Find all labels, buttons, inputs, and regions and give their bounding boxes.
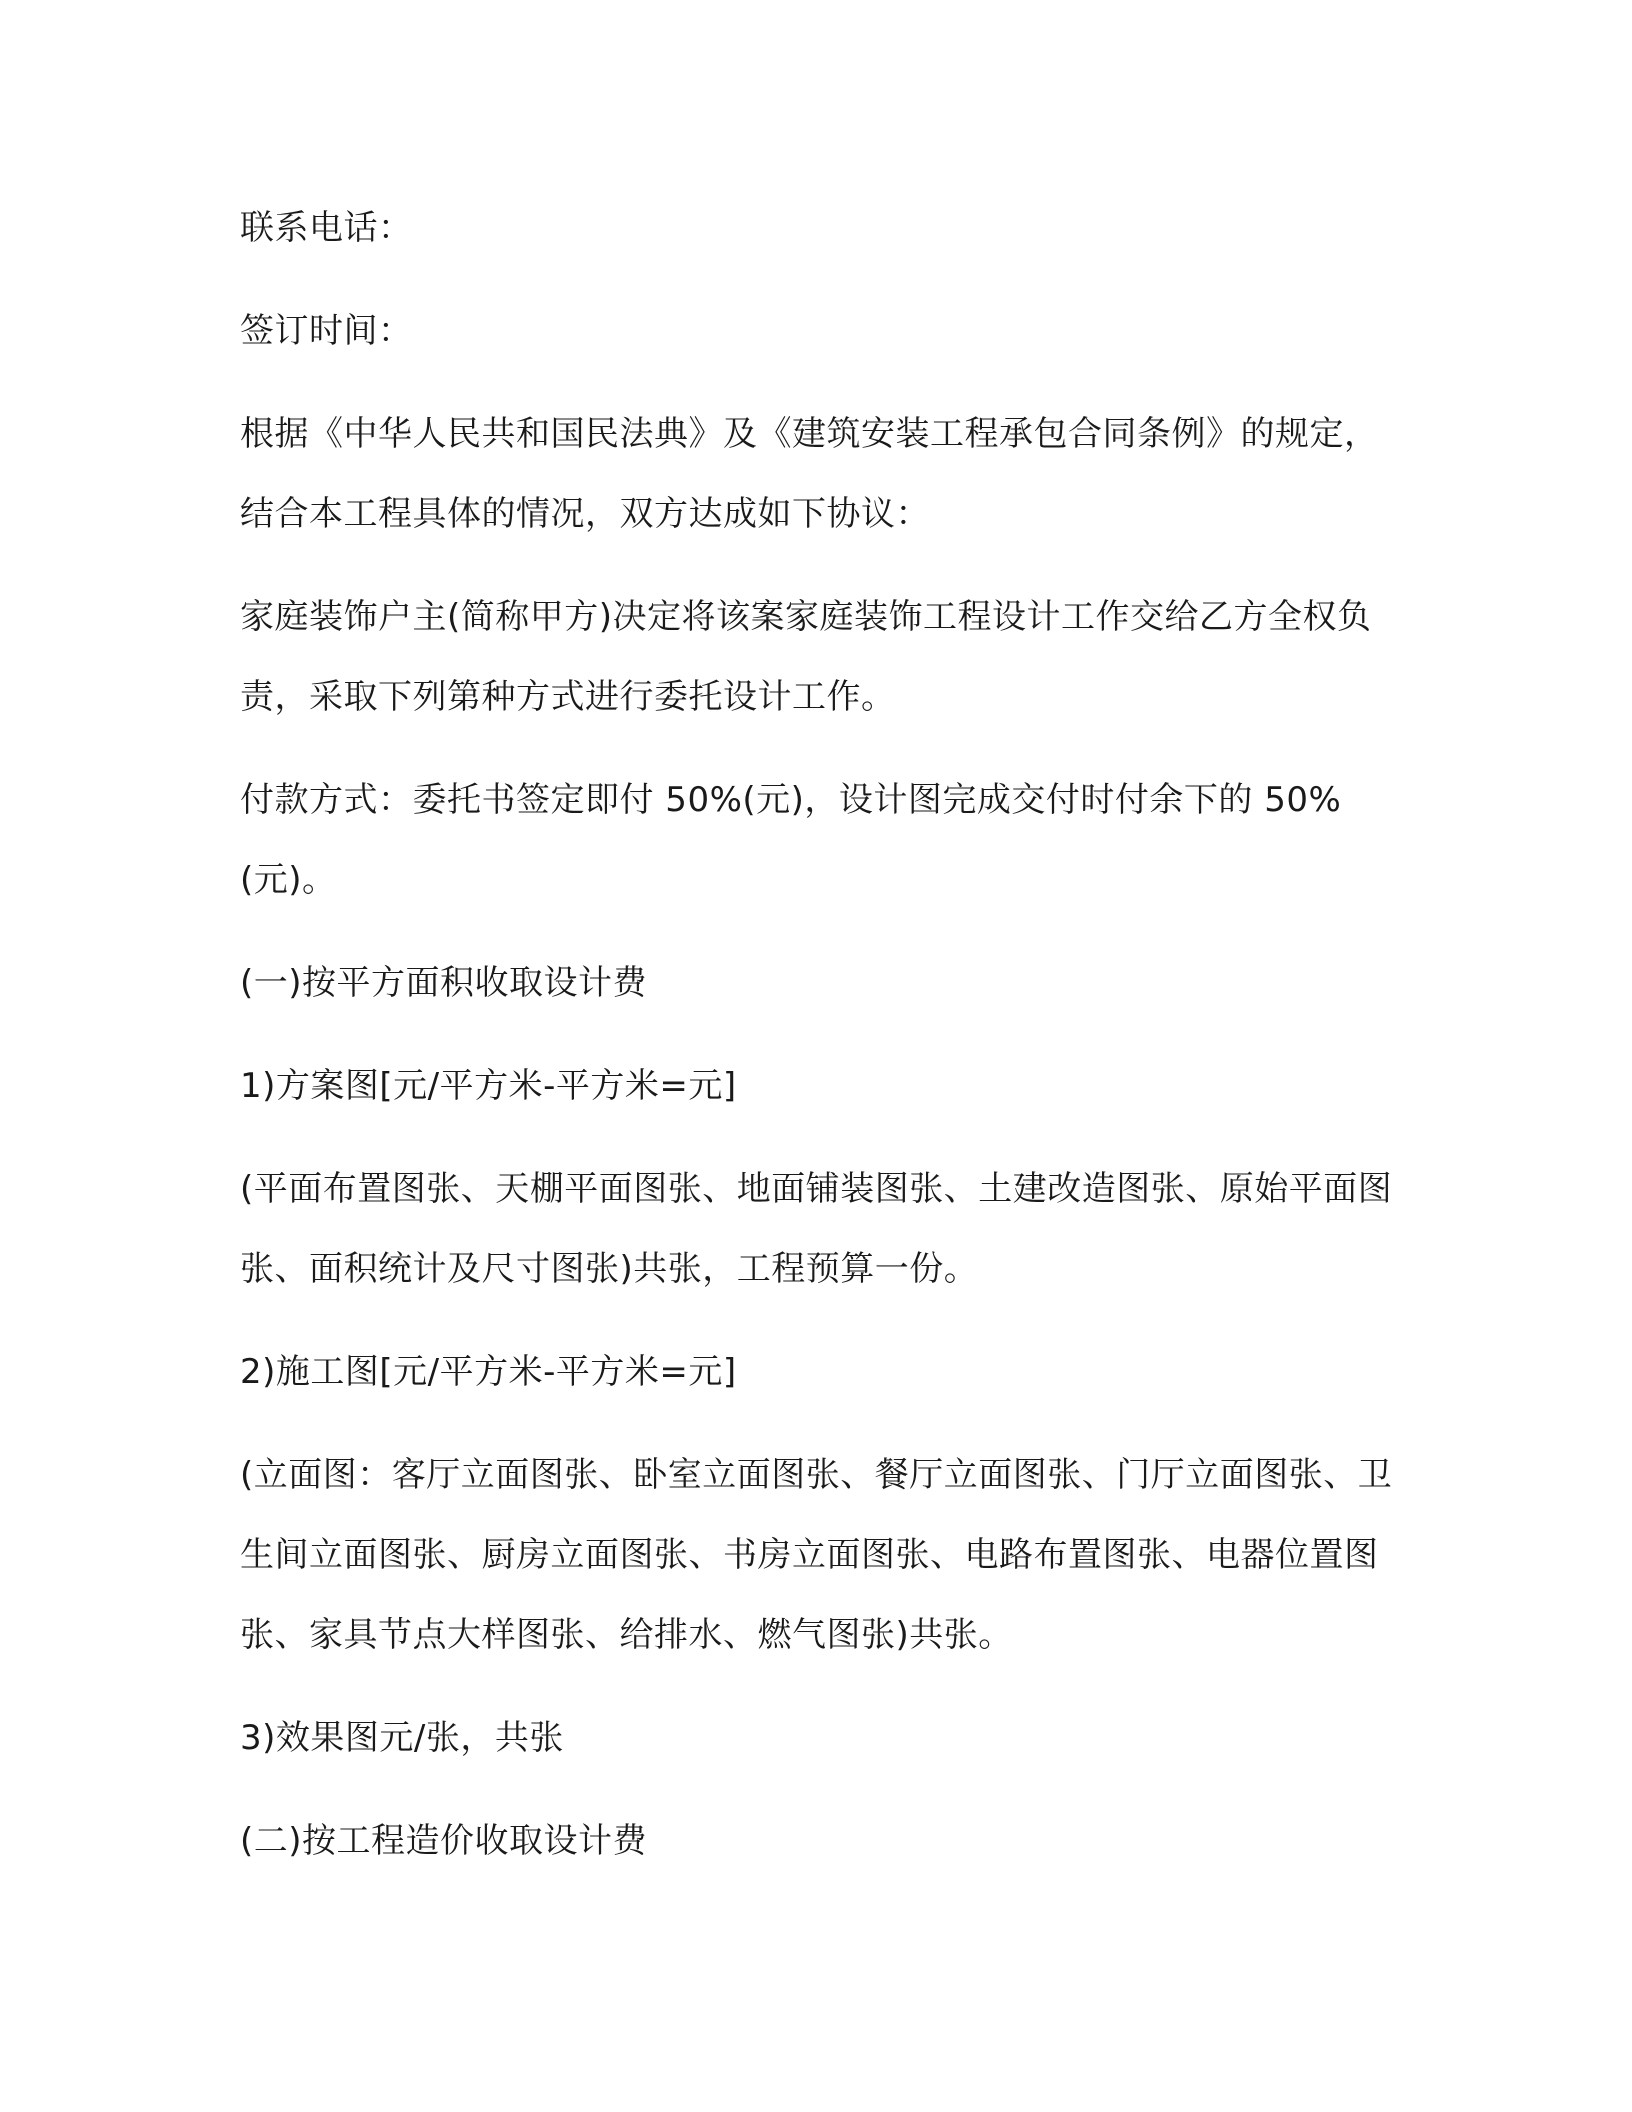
scheme-drawing-detail: (平面布置图张、天棚平面图张、地面铺装图张、土建改造图张、原始平面图张、面积统计及尺寸图张)共张，工程预算一份。 [240,1169,1393,1289]
construction-drawing-item: 2)施工图[元/平方米-平方米=元] [240,1352,737,1392]
construction-drawing-detail: (立面图：客厅立面图张、卧室立面图张、餐厅立面图张、门厅立面图张、卫生间立面图张、厨房立面图张、书房立面图张、电路布置图张、电器位置图张、家具节点大样图张、给排水、燃气图张)共张。 [240,1455,1393,1655]
section-one-heading: (一)按平方面积收取设计费 [240,963,648,1003]
document-body [240,188,1400,1904]
scheme-drawing-item: 1)方案图[元/平方米-平方米=元] [240,1066,737,1106]
legal-basis-paragraph: 根据《中华人民共和国民法典》及《建筑安装工程承包合同条例》的规定，结合本工程具体的情况，双方达成如下协议： [240,414,1379,534]
commission-paragraph: 家庭装饰户主(简称甲方)决定将该案家庭装饰工程设计工作交给乙方全权负责，采取下列第种方式进行委托设计工作。 [240,597,1372,717]
section-two-heading: (二)按工程造价收取设计费 [240,1821,648,1861]
signing-date-line: 签订时间： [240,311,413,351]
payment-terms-paragraph: 付款方式：委托书签定即付 50%(元)，设计图完成交付时付余下的 50%(元)。 [240,780,1342,900]
rendering-item: 3)效果图元/张，共张 [240,1718,564,1758]
contact-phone-line: 联系电话： [240,208,413,248]
